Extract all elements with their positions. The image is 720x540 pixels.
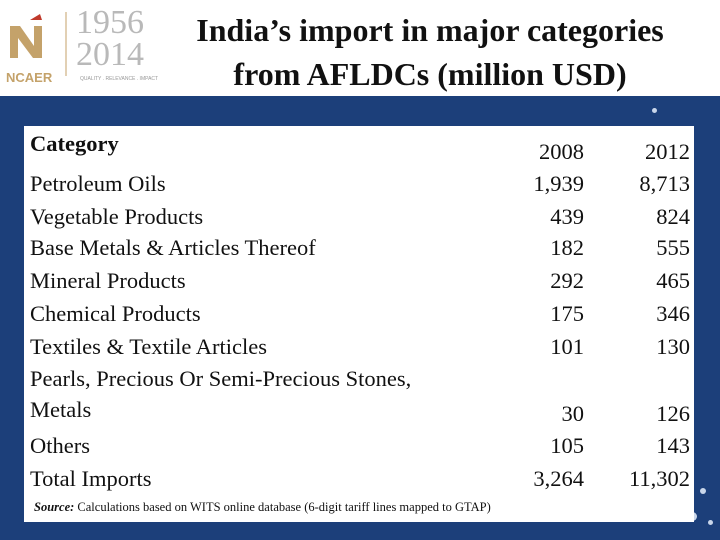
row-2012: 126 [656, 401, 690, 426]
header-2008: 2008 [539, 139, 584, 164]
table-header-row [30, 128, 690, 164]
header-2012: 2012 [645, 139, 690, 164]
source-label: Source: [34, 500, 75, 514]
row-2012: 555 [656, 235, 690, 260]
row-category: Petroleum Oils [30, 171, 166, 196]
table-row [30, 298, 690, 331]
content-panel [24, 126, 694, 522]
row-category: Textiles & Textile Articles [30, 334, 268, 359]
ncaer-logo [4, 6, 164, 90]
row-2012: 143 [656, 433, 690, 458]
table-row [30, 363, 690, 429]
row-category: Chemical Products [30, 301, 201, 326]
slide-header [0, 0, 720, 96]
table-row [30, 430, 690, 463]
row-2008: 182 [550, 235, 584, 260]
table-row [30, 201, 690, 234]
row-category: Base Metals & Articles Thereof [30, 235, 316, 260]
table-row [30, 265, 690, 298]
row-category: Mineral Products [30, 268, 186, 293]
logo-year-bottom: 2014 [76, 36, 144, 73]
row-category-line1: Pearls, Precious Or Semi-Precious Stones, [30, 366, 412, 391]
row-2008: 105 [550, 433, 584, 458]
header-category: Category [30, 131, 119, 156]
decorative-dot [700, 488, 706, 494]
table-row [30, 463, 690, 496]
slide-title [165, 8, 695, 96]
row-category: Others [30, 433, 90, 458]
logo-tagline: QUALITY . RELEVANCE . IMPACT [80, 76, 159, 82]
decorative-dot [652, 108, 657, 113]
table-row [30, 232, 690, 265]
row-2008: 30 [561, 401, 584, 426]
row-category: Vegetable Products [30, 204, 204, 229]
slide-title-line2: from AFLDCs (million USD) [233, 56, 627, 92]
logo-year-top: 1956 [76, 4, 144, 41]
table-row [30, 331, 690, 364]
row-category: Total Imports [30, 466, 152, 491]
row-2008: 175 [550, 301, 584, 326]
slide-title-line1: India’s import in major categories [196, 12, 664, 48]
table-row [30, 168, 690, 201]
row-2012: 8,713 [639, 171, 690, 196]
row-2008: 439 [550, 204, 584, 229]
decorative-dot [708, 520, 713, 525]
row-2008: 292 [550, 268, 584, 293]
row-2012: 130 [656, 334, 690, 359]
row-2012: 465 [656, 268, 690, 293]
row-2012: 11,302 [628, 466, 690, 491]
source-note [34, 500, 491, 515]
row-2008: 101 [550, 334, 584, 359]
row-2012: 824 [656, 204, 690, 229]
row-2008: 1,939 [533, 171, 584, 196]
row-2012: 346 [656, 301, 690, 326]
row-2008: 3,264 [533, 466, 584, 491]
source-text: Calculations based on WITS online database (6-digit tariff lines mapped to GTAP) [74, 500, 491, 514]
logo-brand: NCAER [6, 70, 53, 85]
row-category-line2: Metals [30, 397, 92, 422]
